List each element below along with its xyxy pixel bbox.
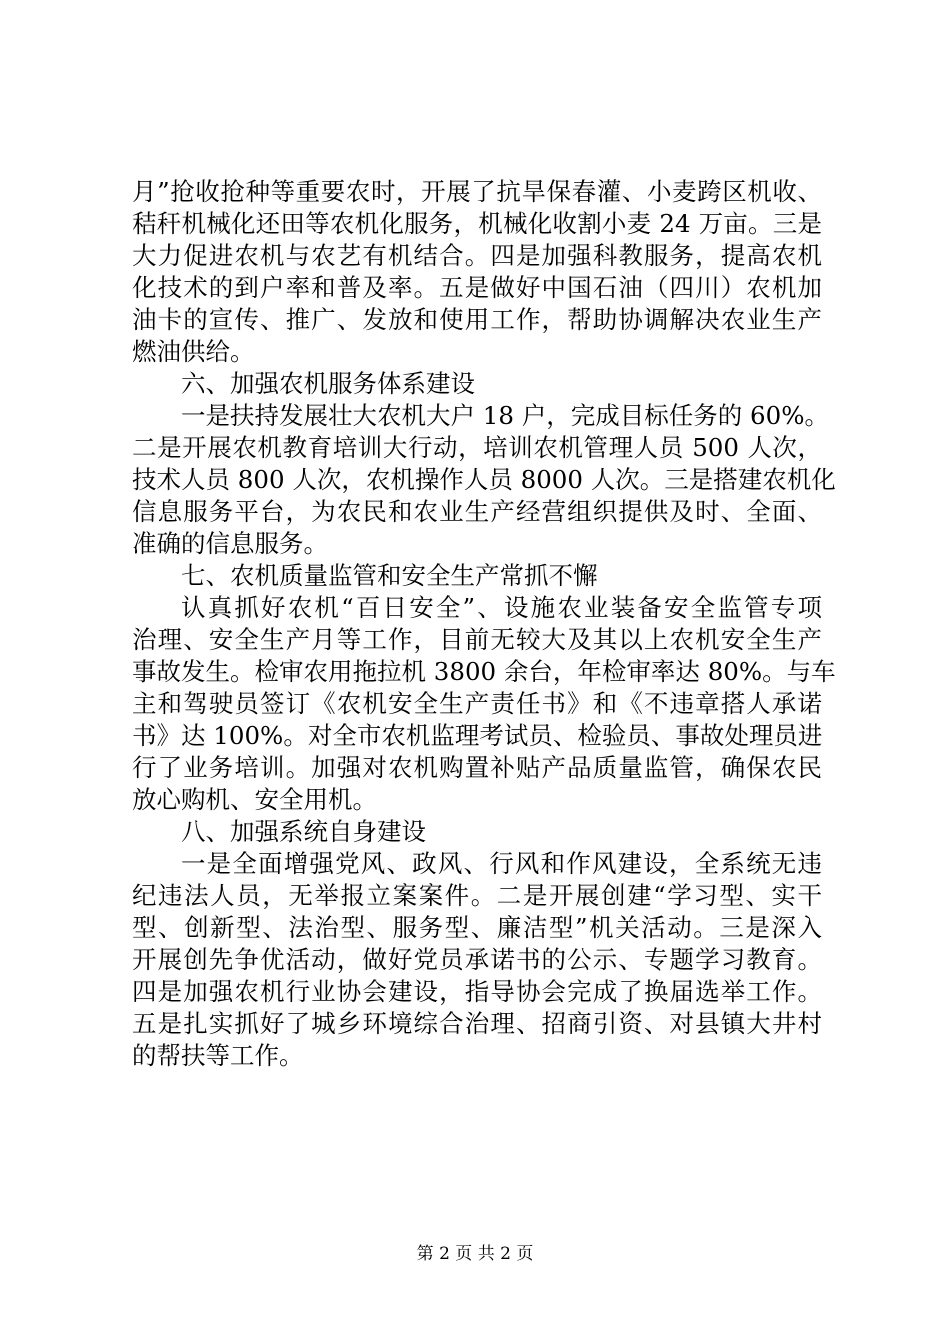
paragraph-line: 燃油供给。	[132, 337, 255, 366]
paragraph-line: 秸秆机械化还田等农机化服务，机械化收割小麦 24 万亩。三是	[132, 209, 822, 238]
paragraph-line: 四是加强农机行业协会建设，指导协会完成了换届选举工作。	[132, 977, 822, 1006]
paragraph-line: 书》达 100%。对全市农机监理考试员、检验员、事故处理员进	[132, 721, 823, 750]
paragraph-line: 油卡的宣传、推广、发放和使用工作，帮助协调解决农业生产	[132, 305, 822, 334]
paragraph-line: 五是扎实抓好了城乡环境综合治理、招商引资、对县镇大井村	[132, 1009, 822, 1038]
paragraph-line: 化技术的到户率和普及率。五是做好中国石油（四川）农机加	[132, 273, 822, 302]
paragraph-line: 月”抢收抢种等重要农时，开展了抗旱保春灌、小麦跨区机收、	[132, 177, 822, 206]
paragraph-line: 一是全面增强党风、政风、行风和作风建设，全系统无违	[181, 849, 822, 878]
section-heading: 六、加强农机服务体系建设	[181, 369, 475, 398]
paragraph-line: 认真抓好农机“百日安全”、设施农业装备安全监管专项	[181, 593, 822, 622]
paragraph-line: 准确的信息服务。	[132, 529, 328, 558]
paragraph-line: 纪违法人员，无举报立案案件。二是开展创建“学习型、实干	[132, 881, 822, 910]
paragraph-line: 行了业务培训。加强对农机购置补贴产品质量监管，确保农民	[132, 753, 822, 782]
section-heading: 八、加强系统自身建设	[181, 817, 426, 846]
paragraph-line: 开展创先争优活动，做好党员承诺书的公示、专题学习教育。	[132, 945, 822, 974]
paragraph-line: 型、创新型、法治型、服务型、廉洁型”机关活动。三是深入	[132, 913, 822, 942]
paragraph-line: 技术人员 800 人次，农机操作人员 8000 人次。三是搭建农机化	[132, 465, 836, 494]
page-footer: 第 2 页 共 2 页	[416, 1244, 534, 1264]
paragraph-line: 二是开展农机教育培训大行动，培训农机管理人员 500 人次，	[132, 433, 822, 462]
paragraph-line: 的帮扶等工作。	[132, 1041, 304, 1070]
paragraph-line: 主和驾驶员签订《农机安全生产责任书》和《不违章搭人承诺	[132, 689, 822, 718]
paragraph-line: 事故发生。检审农用拖拉机 3800 余台，年检审率达 80%。与车	[132, 657, 836, 686]
section-heading: 七、农机质量监管和安全生产常抓不懈	[181, 561, 598, 590]
document-body	[132, 176, 836, 1072]
paragraph-line: 信息服务平台，为农民和农业生产经营组织提供及时、全面、	[132, 497, 822, 526]
paragraph-line: 放心购机、安全用机。	[132, 785, 377, 814]
paragraph-line: 大力促进农机与农艺有机结合。四是加强科教服务，提高农机	[132, 241, 822, 270]
paragraph-line: 治理、安全生产月等工作，目前无较大及其以上农机安全生产	[132, 625, 822, 654]
paragraph-line: 一是扶持发展壮大农机大户 18 户，完成目标任务的 60%。	[181, 401, 829, 430]
